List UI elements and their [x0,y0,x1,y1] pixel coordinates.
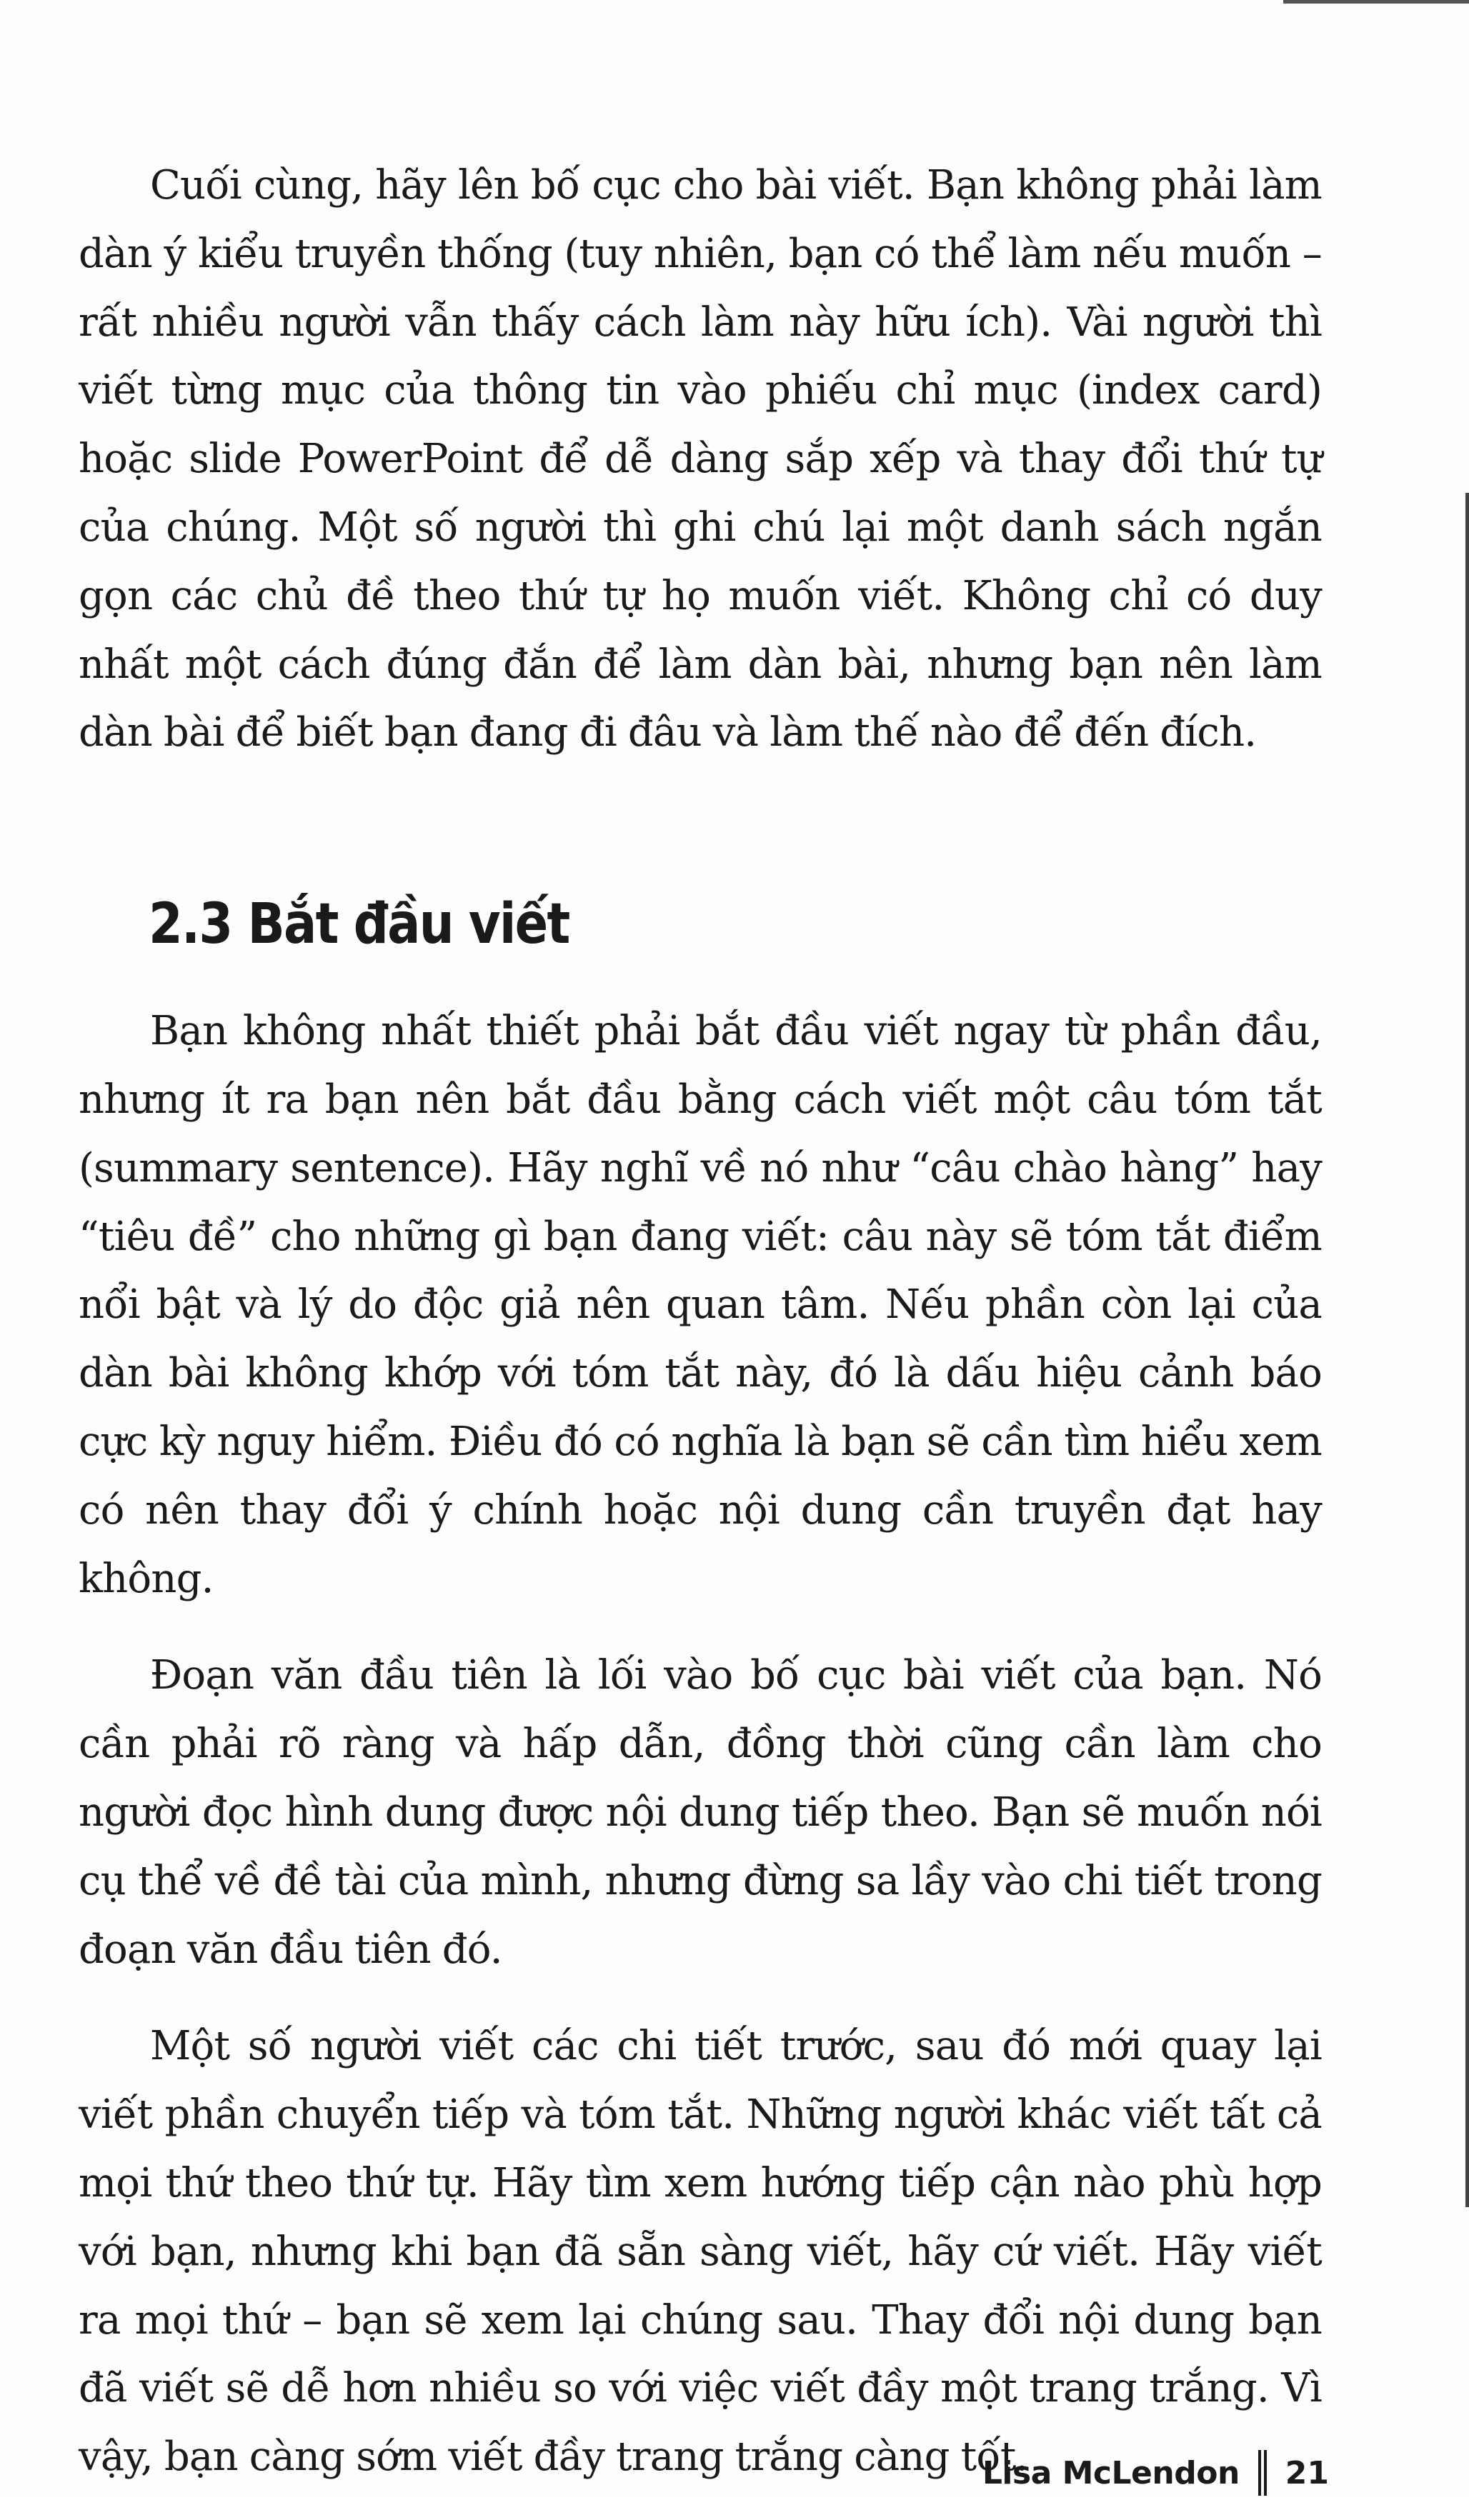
page-footer [982,2450,1329,2496]
paragraph-writing-order: Một số người viết các chi tiết trước, sau đó mới quay lại viết phần chuyển tiếp và tóm tắt. Những người khác viết tất cả mọi thứ theo thứ tự. Hãy tìm xem hướng tiếp cận nào phù hợp với bạn, nhưng khi bạn đã sẵn sàng viết, hãy cứ viết. Hãy viết ra mọi thứ – bạn sẽ xem lại chúng sau. Thay đổi nội dung bạn đã viết sẽ dễ hơn nhiều so với việc viết đầy một trang trắng. Vì vậy, bạn càng sớm viết đầy trang trắng càng tốt. [79,2023,1322,2481]
page-content [79,151,1322,2520]
page-number: 21 [1285,2454,1329,2491]
footer-separator [1258,2450,1267,2496]
footer-author: Lisa McLendon [982,2454,1240,2491]
top-rule [1283,0,1469,4]
page-edge-shadow [1465,493,1469,2207]
paragraph-summary-sentence: Bạn không nhất thiết phải bắt đầu viết ngay từ phần đầu, nhưng ít ra bạn nên bắt đầu bằng cách viết một câu tóm tắt (summary sentence). Hãy nghĩ về nó như “câu chào hàng” hay “tiêu đề” cho những gì bạn đang viết: câu này sẽ tóm tắt điểm nổi bật và lý do độc giả nên quan tâm. Nếu phần còn lại của dàn bài không khớp với tóm tắt này, đó là dấu hiệu cảnh báo cực kỳ nguy hiểm. Điều đó có nghĩa là bạn sẽ cần tìm hiểu xem có nên thay đổi ý chính hoặc nội dung cần truyền đạt hay không. [79,1008,1322,1602]
paragraph-outline: Cuối cùng, hãy lên bố cục cho bài viết. Bạn không phải làm dàn ý kiểu truyền thống (tuy nhiên, bạn có thể làm nếu muốn – rất nhiều người vẫn thấy cách làm này hữu ích). Vài người thì viết từng mục của thông tin vào phiếu chỉ mục (index card) hoặc slide PowerPoint để dễ dàng sắp xếp và thay đổi thứ tự của chúng. Một số người thì ghi chú lại một danh sách ngắn gọn các chủ đề theo thứ tự họ muốn viết. Không chỉ có duy nhất một cách đúng đắn để làm dàn bài, nhưng bạn nên làm dàn bài để biết bạn đang đi đâu và làm thế nào để đến đích. [79,162,1322,756]
section-heading: 2.3 Bắt đầu viết [149,892,569,957]
paragraph-first-paragraph: Đoạn văn đầu tiên là lối vào bố cục bài viết của bạn. Nó cần phải rõ ràng và hấp dẫn, đồng thời cũng cần làm cho người đọc hình dung được nội dung tiếp theo. Bạn sẽ muốn nói cụ thể về đề tài của mình, nhưng đừng sa lầy vào chi tiết trong đoạn văn đầu tiên đó. [79,1652,1322,1973]
